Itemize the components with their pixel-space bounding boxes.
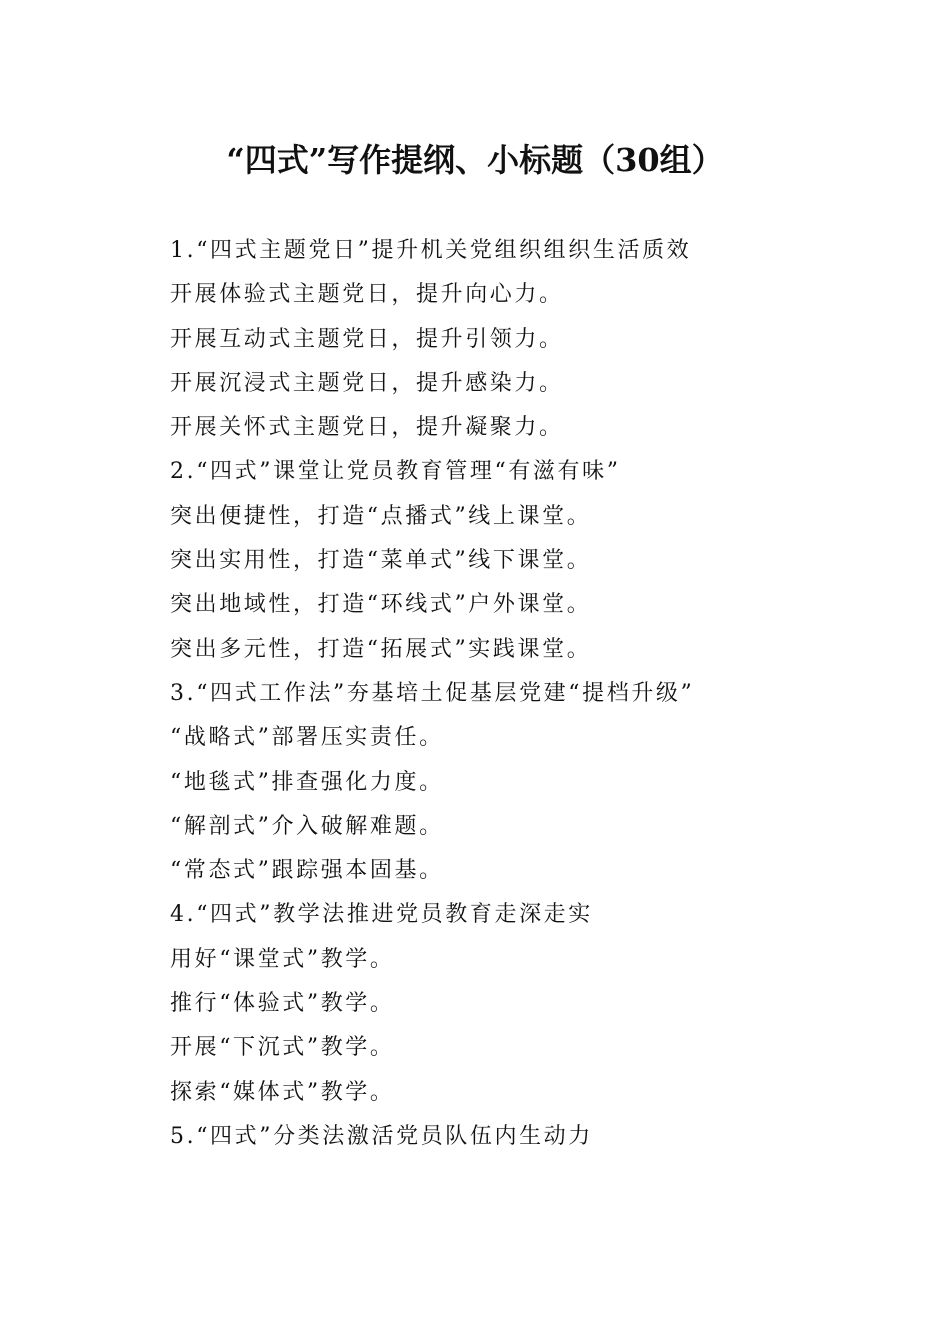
paragraph-line: “地毯式”排查强化力度。 [170, 769, 444, 795]
paragraph-line: 开展关怀式主题党日，提升凝聚力。 [170, 415, 564, 441]
paragraph-line: 推行“体验式”教学。 [170, 991, 395, 1017]
section-heading: 3.“四式工作法”夯基培土促基层党建“提档升级” [170, 680, 695, 706]
paragraph-line: “解剖式”介入破解难题。 [170, 813, 444, 839]
section-heading: 2.“四式”课堂让党员教育管理“有滋有味” [170, 459, 621, 485]
paragraph-line: “常态式”跟踪强本固基。 [170, 858, 444, 884]
paragraph-line: 突出便捷性，打造“点播式”线上课堂。 [170, 503, 592, 529]
section-heading: 1.“四式主题党日”提升机关党组织组织生活质效 [170, 238, 692, 263]
paragraph-line: 开展体验式主题党日，提升向心力。 [170, 282, 564, 308]
paragraph-line: 突出地域性，打造“环线式”户外课堂。 [170, 592, 592, 618]
section-heading: 4.“四式”教学法推进党员教育走深走实 [170, 902, 593, 928]
paragraph-line: 开展互动式主题党日，提升引领力。 [170, 326, 564, 352]
document-body [170, 233, 810, 1163]
document-title: “四式”写作提纲、小标题（30组） [226, 141, 724, 179]
paragraph-line: “战略式”部署压实责任。 [170, 725, 444, 751]
paragraph-line: 突出多元性，打造“拓展式”实践课堂。 [170, 636, 592, 662]
paragraph-line: 突出实用性，打造“菜单式”线下课堂。 [170, 548, 592, 574]
section-heading: 5.“四式”分类法激活党员队伍内生动力 [170, 1123, 593, 1149]
paragraph-line: 探索“媒体式”教学。 [170, 1079, 395, 1105]
paragraph-line: 开展“下沉式”教学。 [170, 1035, 395, 1061]
paragraph-line: 用好“课堂式”教学。 [170, 946, 395, 972]
paragraph-line: 开展沉浸式主题党日，提升感染力。 [170, 370, 564, 396]
